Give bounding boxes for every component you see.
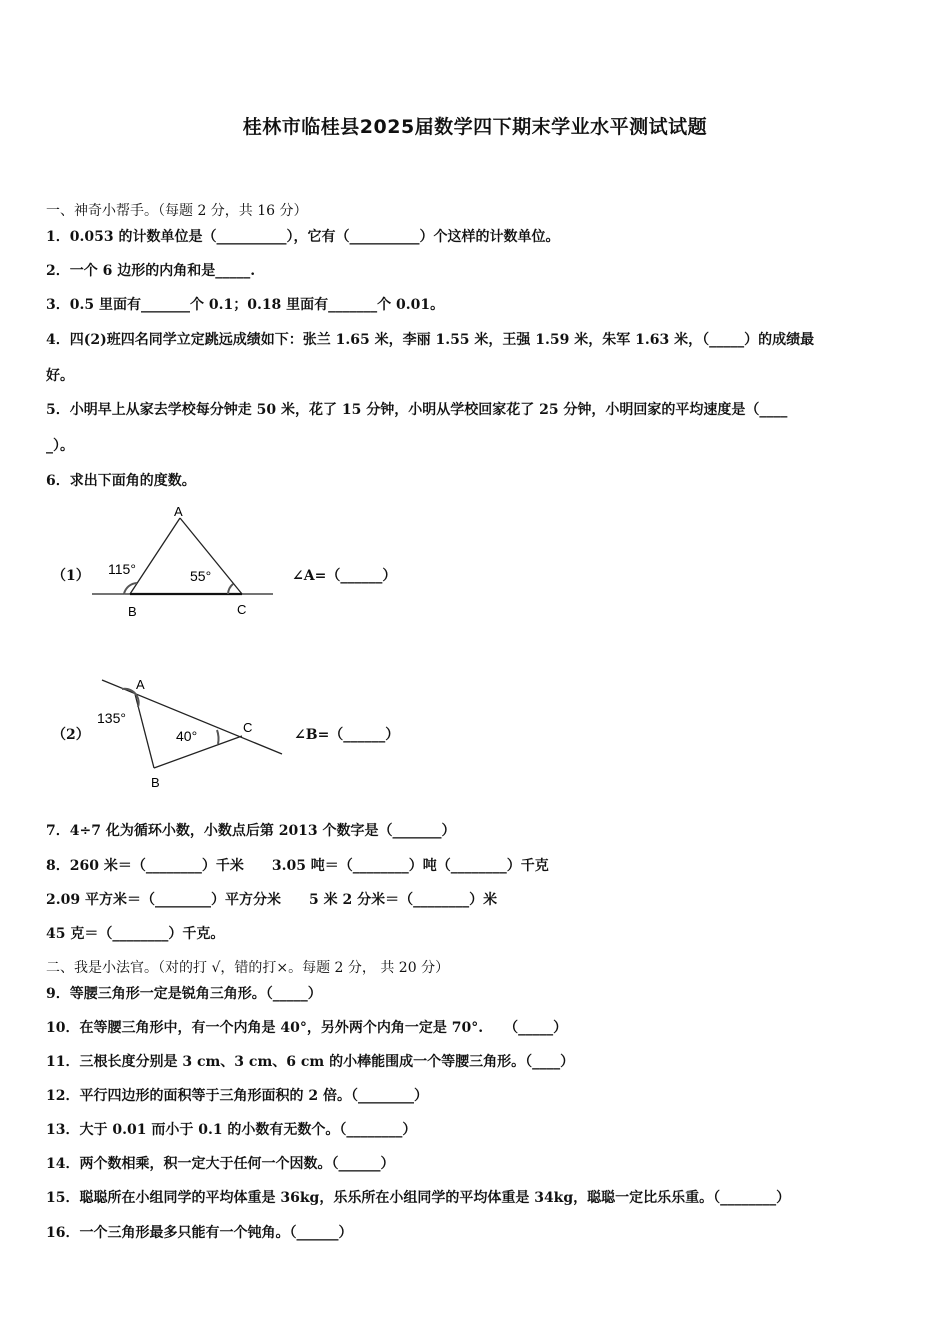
vertex-c-label: C	[243, 720, 253, 735]
question-6: 6．求出下面角的度数。	[46, 473, 196, 489]
figure-2-label: （2）	[52, 727, 90, 743]
question-15: 15．聪聪所在小组同学的平均体重是 36kg，乐乐所在小组同学的平均体重是 34kg，聪聪一定比乐乐重。（________）	[46, 1190, 791, 1206]
question-8-line-2: 2.09 平方米＝（________）平方分米 5 米 2 分米＝（________）米	[46, 892, 498, 908]
angle-b-value: 115°	[108, 561, 136, 577]
question-5-line-1: 5．小明早上从家去学校每分钟走 50 米，花了 15 分钟，小明从学校回家花了 25 分钟，小明回家的平均速度是（____	[46, 402, 788, 418]
vertex-a-label: A	[174, 504, 183, 519]
figure-2-question: ∠B=（______）	[294, 727, 400, 743]
angle-c-arc	[217, 730, 219, 744]
question-4-line-2: 好。	[46, 368, 74, 384]
question-5-line-2: _）。	[46, 438, 74, 454]
question-13: 13．大于 0.01 而小于 0.1 的小数有无数个。（________）	[46, 1122, 417, 1138]
angle-c-value: 40°	[176, 728, 198, 744]
angle-c-arc	[228, 584, 233, 594]
figure-1-question: ∠A=（______）	[292, 568, 397, 584]
page-title: 桂林市临桂县2025届数学四下期末学业水平测试试题	[242, 116, 708, 138]
question-8-line-3: 45 克＝（________）千克。	[46, 926, 225, 942]
question-7: 7．4÷7 化为循环小数，小数点后第 2013 个数字是（_______）	[46, 823, 456, 839]
figure-1-label: （1）	[52, 568, 90, 584]
question-14: 14．两个数相乘，积一定大于任何一个因数。（______）	[46, 1156, 395, 1172]
side-bc	[154, 736, 242, 768]
section-1-heading: 一、神奇小帮手。（每题 2 分，共 16 分）	[46, 203, 308, 219]
vertex-c-label: C	[237, 602, 247, 617]
question-8-line-1: 8．260 米＝（________）千米 3.05 吨＝（________）吨（________）千克	[46, 858, 549, 874]
figure-2-triangle	[92, 670, 292, 795]
angle-c-value: 55°	[190, 568, 212, 584]
figure-1-triangle	[88, 500, 283, 622]
vertex-a-label: A	[136, 677, 145, 692]
vertex-b-label: B	[151, 775, 160, 790]
question-2: 2．一个 6 边形的内角和是_____.	[46, 263, 256, 279]
section-2-heading: 二、我是小法官。（对的打 √，错的打×。每题 2 分， 共 20 分）	[46, 960, 450, 976]
question-1: 1．0.053 的计数单位是（__________），它有（__________）个这样的计数单位。	[46, 229, 560, 245]
angle-a-value: 135°	[97, 710, 126, 726]
question-16: 16．一个三角形最多只能有一个钝角。（______）	[46, 1225, 353, 1241]
question-4-line-1: 4．四(2)班四名同学立定跳远成绩如下：张兰 1.65 米，李丽 1.55 米，王强 1.59 米，朱军 1.63 米，（_____）的成绩最	[46, 332, 815, 348]
question-9: 9．等腰三角形一定是锐角三角形。（_____）	[46, 986, 322, 1002]
question-12: 12．平行四边形的面积等于三角形面积的 2 倍。（________）	[46, 1088, 428, 1104]
question-3: 3．0.5 里面有_______个 0.1；0.18 里面有_______个 0.01。	[46, 297, 445, 313]
question-10: 10．在等腰三角形中，有一个内角是 40°，另外两个内角一定是 70°. （_____）	[46, 1020, 568, 1036]
question-11: 11．三根长度分别是 3 cm、3 cm、6 cm 的小棒能围成一个等腰三角形。（____）	[46, 1054, 575, 1070]
vertex-b-label: B	[128, 604, 137, 619]
side-ab	[130, 518, 180, 594]
